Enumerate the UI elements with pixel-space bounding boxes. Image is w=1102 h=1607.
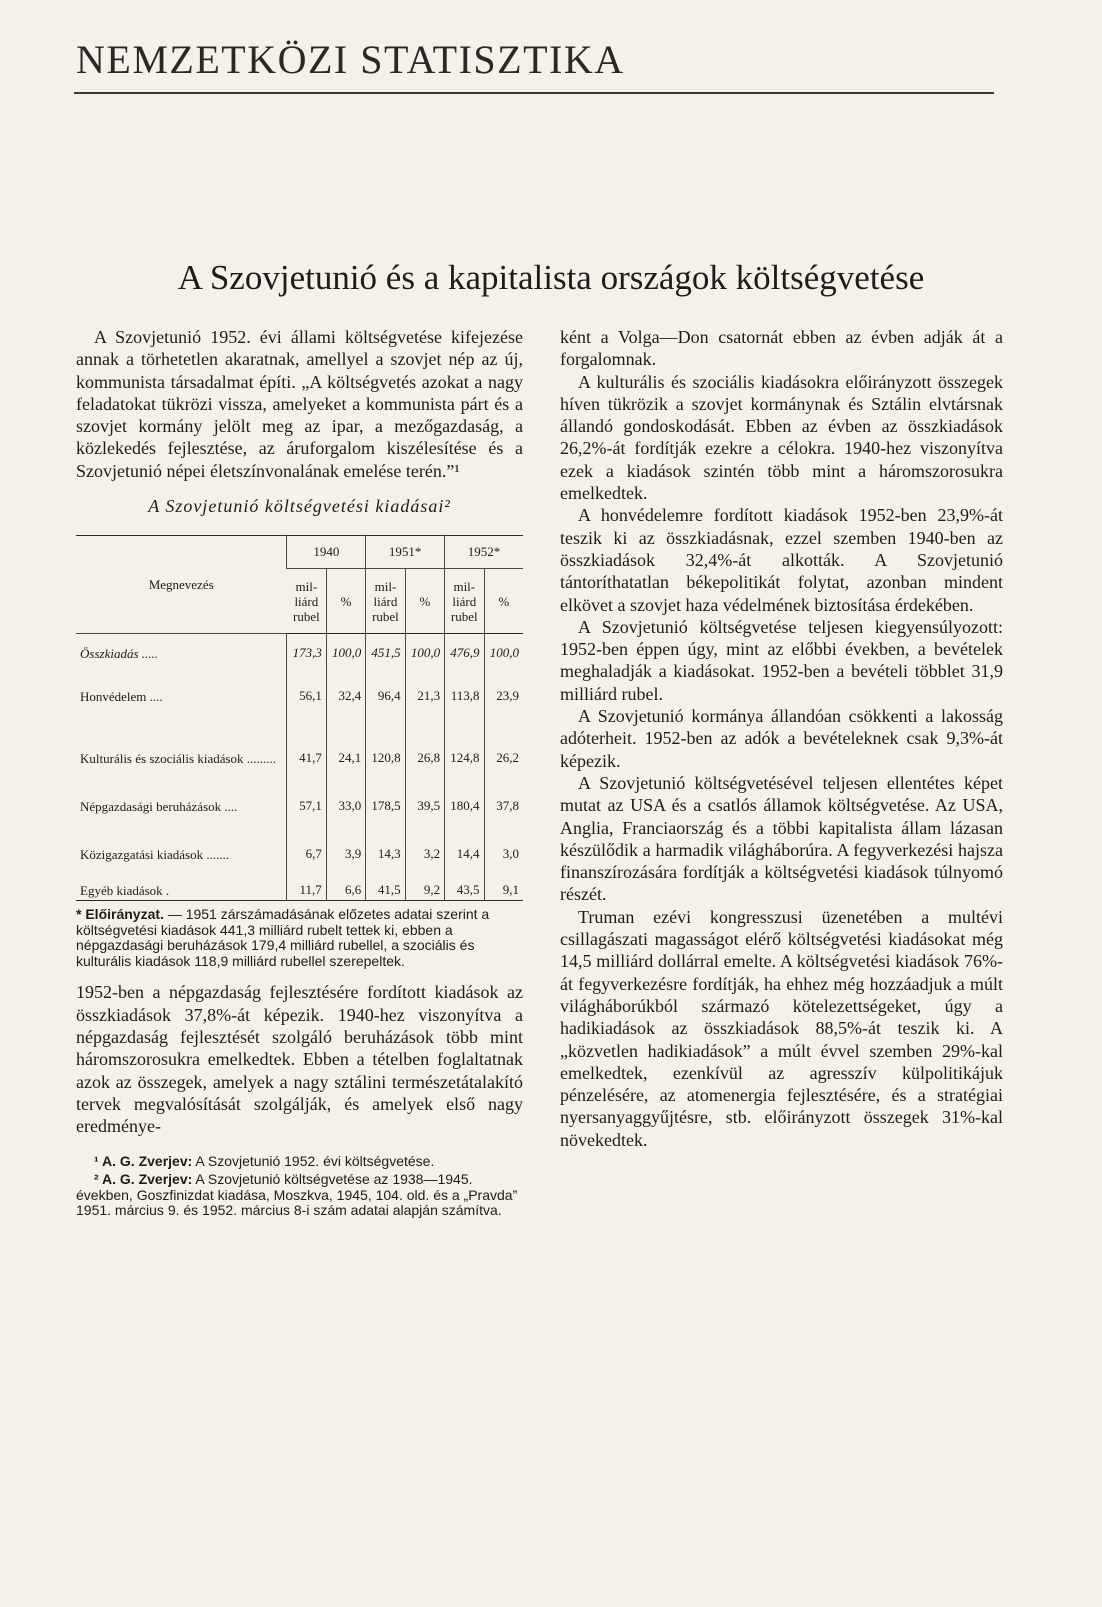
table-cell: 6,7 — [287, 816, 326, 864]
unit-header: mil- liárd rubel — [287, 569, 326, 634]
table-cell: 21,3 — [405, 672, 444, 706]
table-row — [76, 816, 523, 864]
table-cell: 23,9 — [484, 672, 523, 706]
table-cell: 39,5 — [405, 768, 444, 816]
paragraph: A Szovjetunió 1952. évi állami költségvetése kifejezése annak a törhetetlen akaratnak, amellyel a szovjet nép az új, kommunista társadalmat építi. „A költségvetés azokat a nagy feladatokat tükrözi vissza, amelyeket a kommunista párt és a szovjet kormány jelölt meg az ipar, a mezőgazdaság, a közlekedés fejlesztése, az áruforgalom kiszélesítése és a Szovjetunió népei életszínvonalának emelése terén.”¹ — [76, 327, 523, 481]
footnote-label: ² A. G. Zverjev: — [94, 1171, 193, 1188]
footnotes — [76, 1154, 523, 1219]
table-cell: 178,5 — [366, 768, 405, 816]
row-label: Közigazgatási kiadások ....... — [80, 847, 230, 863]
table-caption: A Szovjetunió költségvetési kiadásai² — [148, 496, 451, 517]
table-row — [76, 768, 523, 816]
row-label: Kulturális és szociális kiadások ......... — [80, 751, 277, 767]
table-cell: 476,9 — [445, 634, 484, 673]
column-header-name: Megnevezés — [76, 536, 287, 634]
footnote-text: A Szovjetunió költségvetése az 1938—1945. években, Goszfinizdat kiadása, Moszkva, 1945, 104. old. és a „Pravda” 1951. március 9. és 1952. március 8-i szám adatai alapján számítva. — [76, 1171, 518, 1219]
table-cell: 3,0 — [484, 816, 523, 864]
table-cell: 6,6 — [326, 864, 365, 901]
row-label: Egyéb kiadások . — [80, 883, 170, 899]
unit-header: % — [484, 569, 523, 634]
footnote-label: ¹ A. G. Zverjev: — [94, 1152, 193, 1169]
row-label: Népgazdasági beruházások .... — [80, 799, 238, 815]
paragraph: A kulturális és szociális kiadásokra előirányzott összegek híven tükrözik a szovjet kormánynak és Sztálin elvtársnak állandó gondoskodását. Ebben az évben az összkiadások 26,2%-át fordítják ezekre a célokra. 1940-hez viszonyítva ezek a kiadások szintén több mint a háromszorosukra emelkedtek. — [560, 371, 1003, 504]
paragraph: Truman ezévi kongresszusi üzenetében a multévi csillagászati magasságot elérő költségvetési kiadásokat még 14,5 milliárd dollárral emelte. A költségvetési kiadások 76%-át fegyverkezésre fordítják, ha ehhez még hozzáadjuk a múlt világháborúkból származó kötelezettségeket, úgy a hadikiadások az összkiadások 88,5%-át teszik ki. A „közvetlen hadikiadások” a múlt évvel szemben 29%-kal emelkedtek, ezenkívül az agresszív külpolitikájuk pénzelésére, az atomenergia fejlesztésére, és a stratégiai nyersanyaggyűjtésre, stb. előirányzott összegek 31%-kal növekedtek. — [560, 906, 1003, 1150]
year-header: 1952* — [445, 536, 523, 569]
table-cell: 43,5 — [445, 864, 484, 901]
table-cell: 9,1 — [484, 864, 523, 901]
footnote — [76, 1154, 523, 1170]
table-cell: 26,2 — [484, 706, 523, 768]
table-cell: 100,0 — [405, 634, 444, 673]
left-column — [76, 326, 523, 1222]
paragraph: A Szovjetunió költségvetése teljesen kiegyensúlyozott: 1952-ben éppen úgy, mint az előbbi években, a bevételek meghaladják a kiadásokat. 1952-ben a bevételi többlet 31,9 milliárd rubel. — [560, 616, 1003, 704]
table-cell: 14,3 — [366, 816, 405, 864]
table-cell: 9,2 — [405, 864, 444, 901]
table-note-text: — 1951 zárszámadásának előzetes adatai szerint a költségvetési kiadások 441,3 milliárd rubelt tettek ki, ebben a népgazdasági beruházások 179,4 milliárd rubellel, a szociális és kulturális kiadások 118,9 milliárd rubellel szerepeltek. — [76, 906, 490, 969]
table-cell: 100,0 — [484, 634, 523, 673]
budget-table — [76, 535, 523, 901]
table-cell: 124,8 — [445, 706, 484, 768]
table-row — [76, 672, 523, 706]
table-cell: 32,4 — [326, 672, 365, 706]
table-cell: 11,7 — [287, 864, 326, 901]
table-cell: 3,2 — [405, 816, 444, 864]
table-cell: 26,8 — [405, 706, 444, 768]
table-cell: 37,8 — [484, 768, 523, 816]
table-cell: 113,8 — [445, 672, 484, 706]
paragraph: 1952-ben a népgazdaság fejlesztésére fordított kiadások az összkiadások 37,8%-át képezik. 1940-hez viszonyítva a népgazdaság fejlesztését szolgáló beruházások több mint háromszorosukra emelkedtek. Ebben a tételben foglaltatnak azok az összegek, amelyek a nagy sztálini természetátalakító tervek megvalósítását szolgálják, és amelyek első nagy eredménye- — [76, 982, 523, 1137]
unit-header: % — [405, 569, 444, 634]
table-note — [76, 907, 523, 969]
header-rule — [74, 92, 994, 94]
table-cell: 120,8 — [366, 706, 405, 768]
table-row — [76, 864, 523, 901]
footnote — [76, 1172, 523, 1219]
table-cell: 41,5 — [366, 864, 405, 901]
table-cell: 451,5 — [366, 634, 405, 673]
table-note-label: * Előirányzat. — [76, 906, 164, 923]
paragraph: A Szovjetunió költségvetésével teljesen ellentétes képet mutat az USA és a csatlós államok költségvetése. Az USA, Anglia, Franciaország és a többi kapitalista állam lázasan készülődik a harmadik világháborúra. A fegyverkezési hajsza finanszírozására fordítják a költségvetési kiadások túlnyomó részét. — [560, 772, 1003, 905]
unit-header: % — [326, 569, 365, 634]
table-row — [76, 634, 523, 673]
table-cell: 33,0 — [326, 768, 365, 816]
table-cell: 41,7 — [287, 706, 326, 768]
year-header: 1951* — [366, 536, 445, 569]
unit-header: mil- liárd rubel — [445, 569, 484, 634]
table-cell: 173,3 — [287, 634, 326, 673]
row-label: Összkiadás ..... — [80, 645, 159, 661]
year-header: 1940 — [287, 536, 366, 569]
section-title: NEMZETKÖZI STATISZTIKA — [76, 37, 625, 82]
table-cell: 57,1 — [287, 768, 326, 816]
table-cell: 3,9 — [326, 816, 365, 864]
table-row — [76, 706, 523, 768]
table-cell: 14,4 — [445, 816, 484, 864]
table-cell: 24,1 — [326, 706, 365, 768]
table-cell: 100,0 — [326, 634, 365, 673]
table-cell: 180,4 — [445, 768, 484, 816]
row-label: Honvédelem .... — [80, 689, 163, 705]
footnote-text: A Szovjetunió 1952. évi költségvetése. — [195, 1152, 435, 1169]
article-title: A Szovjetunió és a kapitalista országok költségvetése — [177, 258, 925, 297]
paragraph: ként a Volga—Don csatornát ebben az évben adják át a forgalomnak. — [560, 327, 1003, 370]
unit-header: mil- liárd rubel — [366, 569, 405, 634]
table-cell: 56,1 — [287, 672, 326, 706]
paragraph: A honvédelemre fordított kiadások 1952-ben 23,9%-át teszik ki az összkiadásnak, ezzel szemben 1940-ben az összkiadások 32,4%-át alkották. A Szovjetunió tántoríthatatlan békepolitikát folytat, azonban mindent elkövet a szovjet haza védelmének biztosítása érdekében. — [560, 505, 1003, 615]
paragraph: A Szovjetunió kormánya állandóan csökkenti a lakosság adóterheit. 1952-ben az adók a bevételeknek csak 9,3%-át képezik. — [560, 706, 1003, 771]
right-column — [560, 326, 1003, 1151]
table-cell: 96,4 — [366, 672, 405, 706]
